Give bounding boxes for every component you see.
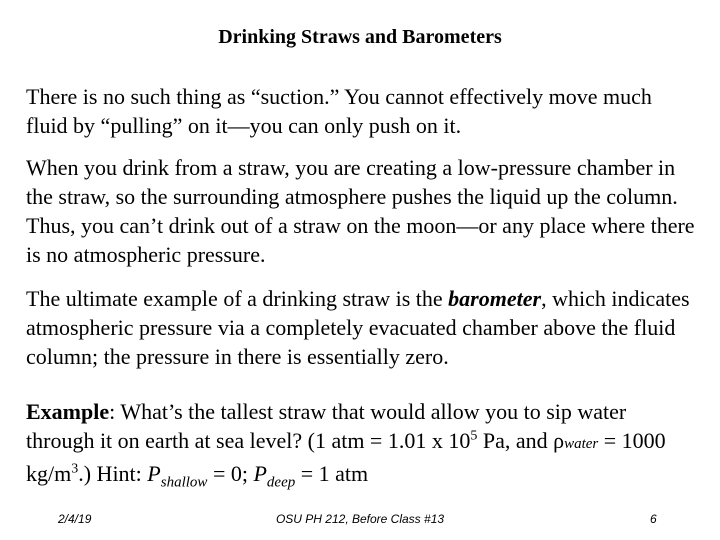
example-text-a: : What’s the tallest straw that would allow you to sip water through it on earth at sea level? (1 atm = 1.01 x 10 [26,399,627,453]
paragraph-suction: There is no such thing as “suction.” You cannot effectively move much fluid by “pulling” on it—you can only push on it. [26,84,652,138]
example-text-c: = 1000 kg/m [26,428,666,486]
p-symbol-shallow: P [147,461,161,486]
footer-course: OSU PH 212, Before Class #13 [275,512,445,526]
paragraph-straw: When you drink from a straw, you are creating a low-pressure chamber in the straw, so the surrounding atmosphere pushes the liquid up the column. Thus, you can’t drink out of a straw on the moon—or any place where there is no atmospheric pressure. [26,155,695,267]
example-text-f: = 1 atm [295,461,369,486]
example-label: Example [26,399,110,424]
barometer-term: barometer [448,286,542,311]
p-symbol-deep: P [253,461,267,486]
example-text-b: Pa, and [477,428,554,453]
subscript-shallow: shallow [160,474,208,491]
slide-title: Drinking Straws and Barometers [218,26,502,48]
paragraph-barometer [26,284,696,371]
rho-subscript: water [564,436,599,452]
footer-page-number: 6 [650,512,657,526]
footer-date: 2/4/19 [58,512,92,526]
paragraph-example [26,397,696,491]
exponent-5: 5 [470,428,478,444]
example-text-d: .) Hint: [78,461,148,486]
barometer-text-before: The ultimate example of a drinking straw is the [26,286,449,311]
exponent-3: 3 [71,461,79,477]
rho-symbol: ρ [553,428,565,453]
subscript-deep: deep [266,474,296,491]
example-text-e: = 0; [207,461,254,486]
barometer-text-after: , which indicates atmospheric pressure via a completely evacuated chamber above the fluid column; the pressure in there is essentially zero. [26,286,690,369]
